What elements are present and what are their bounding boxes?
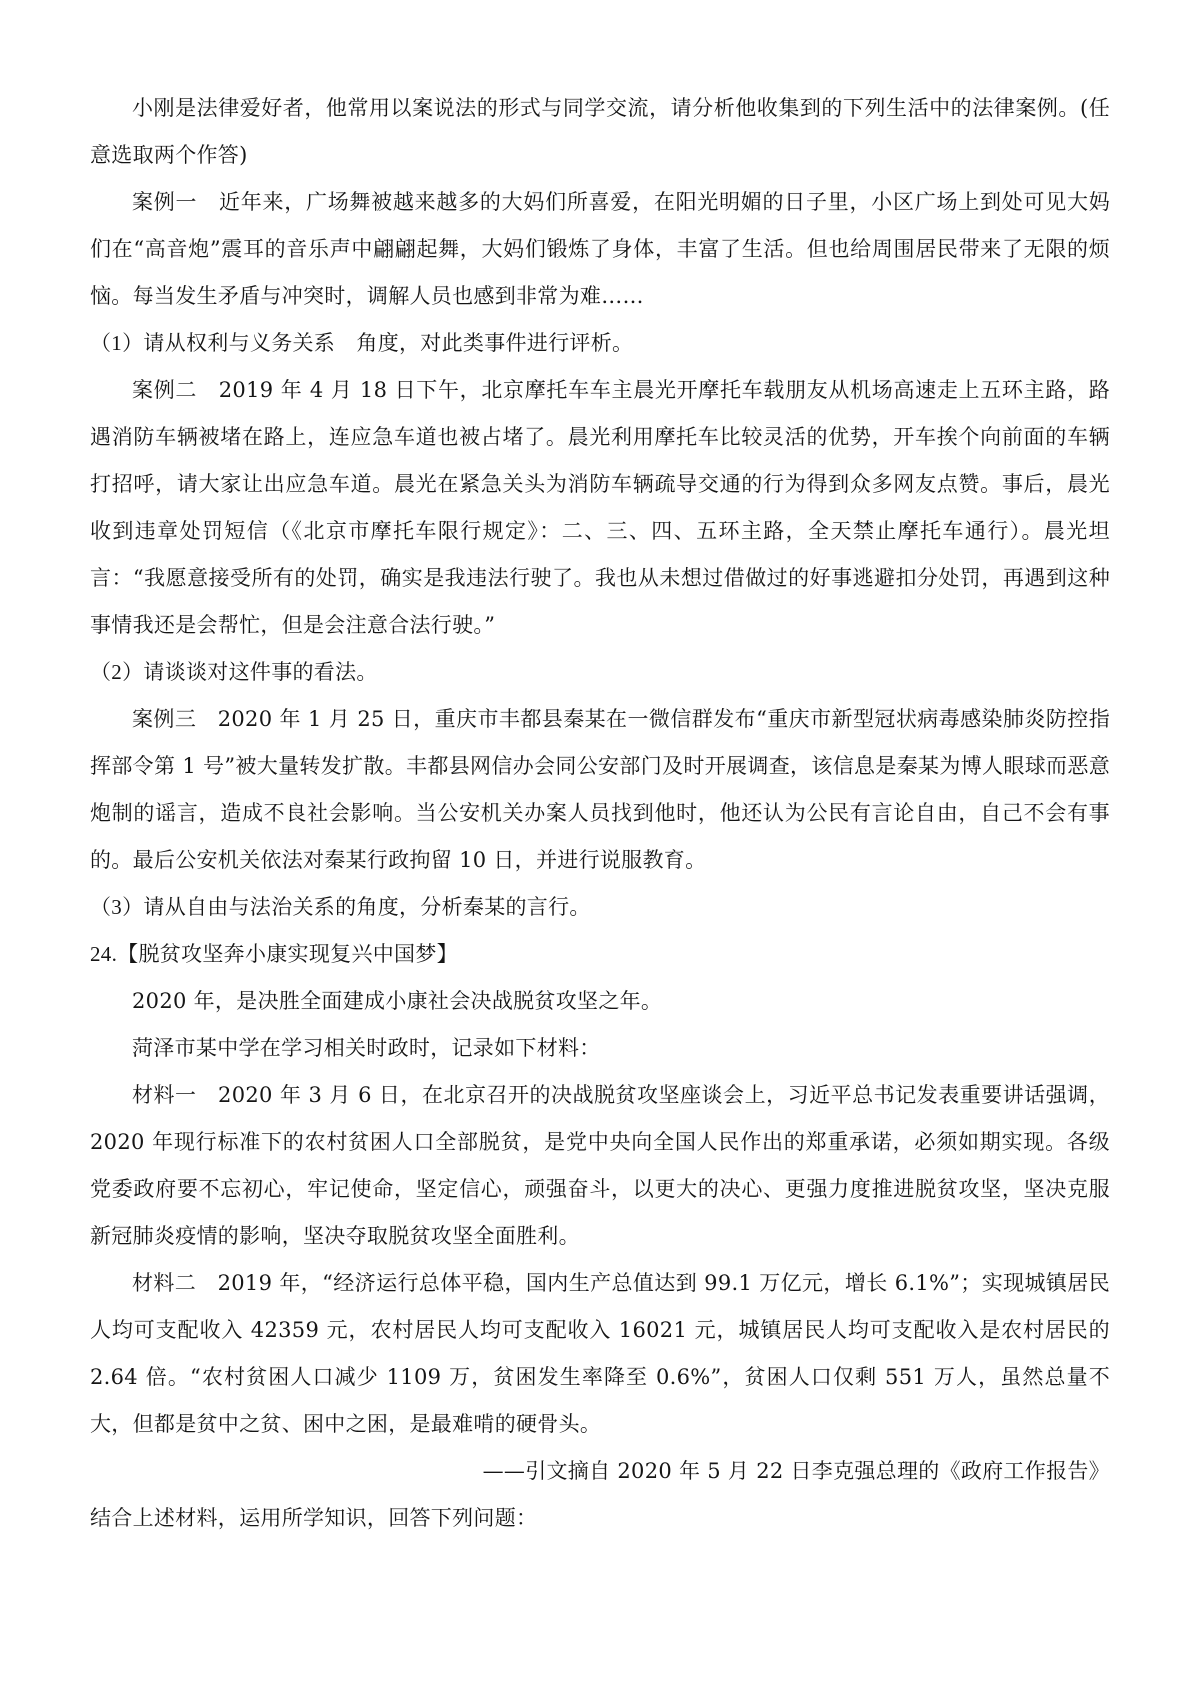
- case-2-paragraph: 案例二 2019 年 4 月 18 日下午，北京摩托车车主晨光开摩托车载朋友从机场高速走上五环主路，路遇消防车辆被堵在路上，连应急车道也被占堵了。晨光利用摩托车比较灵活的优势，开车挨个向前面的车辆打招呼，请大家让出应急车道。晨光在紧急关头为消防车辆疏导交通的行为得到众多网友点赞。事后，晨光收到违章处罚短信（《北京市摩托车限行规定》：二、三、四、五环主路，全天禁止摩托车通行）。晨光坦言：“我愿意接受所有的处罚，确实是我违法行驶了。我也从未想过借做过的好事逃避扣分处罚，再遇到这种事情我还是会帮忙，但是会注意合法行驶。”: [90, 378, 1110, 637]
- citation-line: ——引文摘自 2020 年 5 月 22 日李克强总理的《政府工作报告》: [482, 1459, 1110, 1483]
- question-1: （1）请从权利与义务关系 角度，对此类事件进行评析。: [90, 331, 634, 355]
- material-2-paragraph: 材料二 2019 年，“经济运行总体平稳，国内生产总值达到 99.1 万亿元，增长 6.1%”；实现城镇居民人均可支配收入 42359 元，农村居民人均可支配收入 16021 元，城镇居民人均可支配收入是农村居民的 2.64 倍。“农村贫困人口减少 1109 万，贫困发生率降至 0.6%”，贫困人口仅剩 551 万人，虽然总量不大，但都是贫中之贫、困中之困，是最难啃的硬骨头。: [90, 1271, 1110, 1436]
- intro-paragraph: 小刚是法律爱好者，他常用以案说法的形式与同学交流，请分析他收集到的下列生活中的法律案例。(任意选取两个作答): [90, 96, 1110, 167]
- case-3-paragraph: 案例三 2020 年 1 月 25 日，重庆市丰都县秦某在一微信群发布“重庆市新型冠状病毒感染肺炎防控指挥部令第 1 号”被大量转发扩散。丰都县网信办会同公安部门及时开展调查，该信息是秦某为博人眼球而恶意炮制的谣言，造成不良社会影响。当公安机关办案人员找到他时，他还认为公民有言论自由，自己不会有事的。最后公安机关依法对秦某行政拘留 10 日，并进行说服教育。: [90, 707, 1110, 872]
- material-1-paragraph: 材料一 2020 年 3 月 6 日，在北京召开的决战脱贫攻坚座谈会上，习近平总书记发表重要讲话强调，2020 年现行标准下的农村贫困人口全部脱贫，是党中央向全国人民作出的郑重承诺，必须如期实现。各级党委政府要不忘初心，牢记使命，坚定信心，顽强奋斗，以更大的决心、更强力度推进脱贫攻坚，坚决克服新冠肺炎疫情的影响，坚决夺取脱贫攻坚全面胜利。: [90, 1083, 1110, 1248]
- year-2020-lead: 2020 年，是决胜全面建成小康社会决战脱贫攻坚之年。: [132, 989, 663, 1013]
- final-instruction: 结合上述材料，运用所学知识，回答下列问题：: [90, 1506, 538, 1530]
- heze-school-line: 菏泽市某中学在学习相关时政时，记录如下材料：: [132, 1036, 601, 1060]
- case-1-paragraph: 案例一 近年来，广场舞被越来越多的大妈们所喜爱，在阳光明媚的日子里，小区广场上到处可见大妈们在“高音炮”震耳的音乐声中翩翩起舞，大妈们锻炼了身体，丰富了生活。但也给周围居民带来了无限的烦恼。每当发生矛盾与冲突时，调解人员也感到非常为难……: [90, 190, 1110, 308]
- question-2: （2）请谈谈对这件事的看法。: [90, 660, 378, 684]
- question-24-heading: 24.【脱贫攻坚奔小康实现复兴中国梦】: [90, 942, 458, 966]
- question-3: （3）请从自由与法治关系的角度，分析秦某的言行。: [90, 895, 591, 919]
